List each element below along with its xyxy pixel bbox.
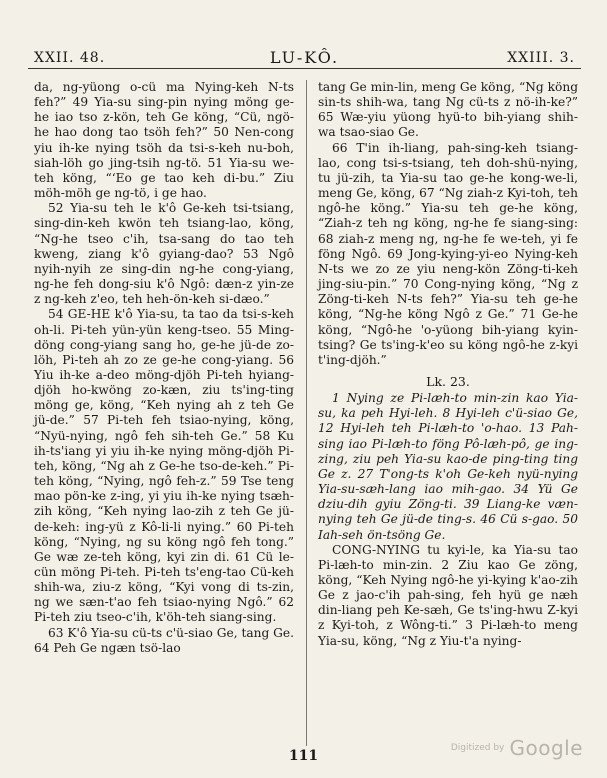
watermark-prefix: Digitized by <box>450 743 505 753</box>
digitized-watermark <box>451 736 583 760</box>
verse-paragraph: CONG-NYING tu kyi-le, ka Yia-su tao Pi-læh-to min-zin. 2 Ziu kao Ge zöng, köng, “Keh Nying ngô-he yi-kying k'ao-zih Ge z jao-c'ih pah-sing, feh hyü ge næh din-liang peh Ke-sæh, Ge ts'ing-hwu Z-kyi z Kyi-toh, z Wông-ti.” 3 Pi-læh-to meng Yia-su, köng, “Ng z Yiu-t'a nying- <box>318 542 578 648</box>
verse-paragraph: 54 GE-HE k'ô Yia-su, ta tao da tsi-s-keh oh-li. Pi-teh yün-yün keng-tseo. 55 Ming-döng cong-yiang sang ho, ge-he jü-de zo-löh, Pi-teh ah zo ze ge-he cong-yiang. 56 Yiu ih-ke a-deo möng-djöh Pi-teh hyiang-djöh ho-kwöng zo-kæn, ziu ts'ing-ting möng ge, köng, “Keh nying ah z teh Ge jü-de.” 57 Pi-teh feh tsiao-nying, köng, “Nyü-nying, ngô feh sih-teh Ge.” 58 Ku ih-ts'iang yi yiu ih-ke nying möng-djöh Pi-teh, köng, “Ng ah z Ge-he tso-de-keh.” Pi-teh köng, “Nying, ngô feh-z.” 59 Tse teng mao pön-ke z-ing, yi yiu ih-ke nying tsæh-zih köng, “Keh nying lao-zih z teh Ge jü-de-keh: ing-yü z Kô-li-li nying.” 60 Pi-teh köng, “Nying, ng su köng ngô feh tong.” Ge wæ ze-teh köng, kyi zin di. 61 Cü le-cün möng Pi-teh. Pi-teh ts'eng-tao Cü-keh shih-wa, ziu-z köng, “Kyi vong di ts-zin, ng we sæn-t'ao feh tsiao-nying Ngô.” 62 Pi-teh ziu tseo-c'ih, k'öh-teh siang-sing. <box>34 307 294 625</box>
running-header <box>28 44 581 69</box>
left-column <box>34 80 294 656</box>
verse-paragraph: 52 Yia-su teh le k'ô Ge-keh tsi-tsiang, sing-din-keh kwön teh tsiang-lao, köng, “Ng-he tseo c'ih, tsa-sang do tao teh kweng, ziang k'ô gyiang-dao? 53 Ngô nyih-nyih ze sing-din ng-he cong-yiang, ng-he feh dong-siu k'ô Ngô: dæn-z yin-ze z ng-keh z'eo, teh heh-ön-keh si-dæo.” <box>34 201 294 307</box>
page-number: 111 <box>288 748 319 764</box>
verse-paragraph: da, ng-yüong o-cü ma Nying-keh N-ts feh?” 49 Yia-su sing-pin nying möng ge-he iao tso z-kön, teh Ge köng, “Cü, ngö-he hao dong tao tsöh feh?” 50 Nen-cong yiu ih-ke nying tsöh da tsi-s-keh nu-boh, siah-löh go jing-tsih ng-tö. 51 Yia-su we-teh köng, “‘Eo ge tao keh di-bu.” Ziu möh-möh ge ng-tö, i ge hao. <box>34 80 294 201</box>
column-divider <box>306 80 307 746</box>
header-chapter-left: XXII. 48. <box>34 50 106 66</box>
chapter-summary: 1 Nying ze Pi-læh-to min-zin kao Yia-su, ka peh Hyi-leh. 8 Hyi-leh c'ü-siao Ge, 12 Hyi-leh teh Pi-læh-to 'o-hao. 13 Pah-sing iao Pi-læh-to föng Pô-læh-pô, ge ing-zing, ziu peh Yia-su kao-de ping-ting ting Ge z. 27 T'ong-ts k'oh Ge-keh nyü-nying Yia-su-sæh-lang iao mih-gao. 34 Yü Ge dziu-dih gyiu Zöng-ti. 39 Liang-ke væn-nying teh Ge jü-de ting-s. 46 Cü s-gao. 50 Iah-seh ön-tsöng Ge. <box>318 391 578 542</box>
verse-paragraph: 63 K'ô Yia-su cü-ts c'ü-siao Ge, tang Ge. 64 Peh Ge ngæn tsö-lao <box>34 625 294 655</box>
verse-paragraph: tang Ge min-lin, meng Ge köng, “Ng köng sin-ts shih-wa, tang Ng cü-ts z nö-ih-ke?” 65 Wæ-yiu yüong hyü-to bih-yiang shih-wa tsao-siao Ge. <box>318 80 578 140</box>
right-column <box>318 80 578 649</box>
header-chapter-right: XXIII. 3. <box>507 50 575 66</box>
chapter-heading: Lk. 23. <box>426 373 470 389</box>
verse-paragraph: 66 T'in ih-liang, pah-sing-keh tsiang-lao, cong tsi-s-tsiang, teh doh-shü-nying, tu jü-zih, ta Yia-su tao ge-he kong-we-li, meng Ge, köng, 67 “Ng ziah-z Kyi-toh, teh ngô-he köng.” Yia-su teh ge-he köng, “Ziah-z teh ng köng, ng-he fe siang-sing: 68 ziah-z meng ng, ng-he fe we-teh, yi fe föng Ngô. 69 Jong-kying-yi-eo Nying-keh N-ts we zo ze yiu neng-kön Zöng-ti-keh jing-siu-pin.” 70 Cong-nying köng, “Ng z Zöng-ti-keh N-ts feh?” Yia-su teh ge-he köng, “Ng-he köng Ngô z Ge.” 71 Ge-he köng, “Ngô-he 'o-yüong bih-yiang kyin-tsing? Ge ts'ing-k'eo su köng ngô-he z-kyi t'ing-djöh.” <box>318 140 578 367</box>
google-logo: Google <box>509 736 583 760</box>
header-book-title: LU-KÔ. <box>269 48 340 67</box>
